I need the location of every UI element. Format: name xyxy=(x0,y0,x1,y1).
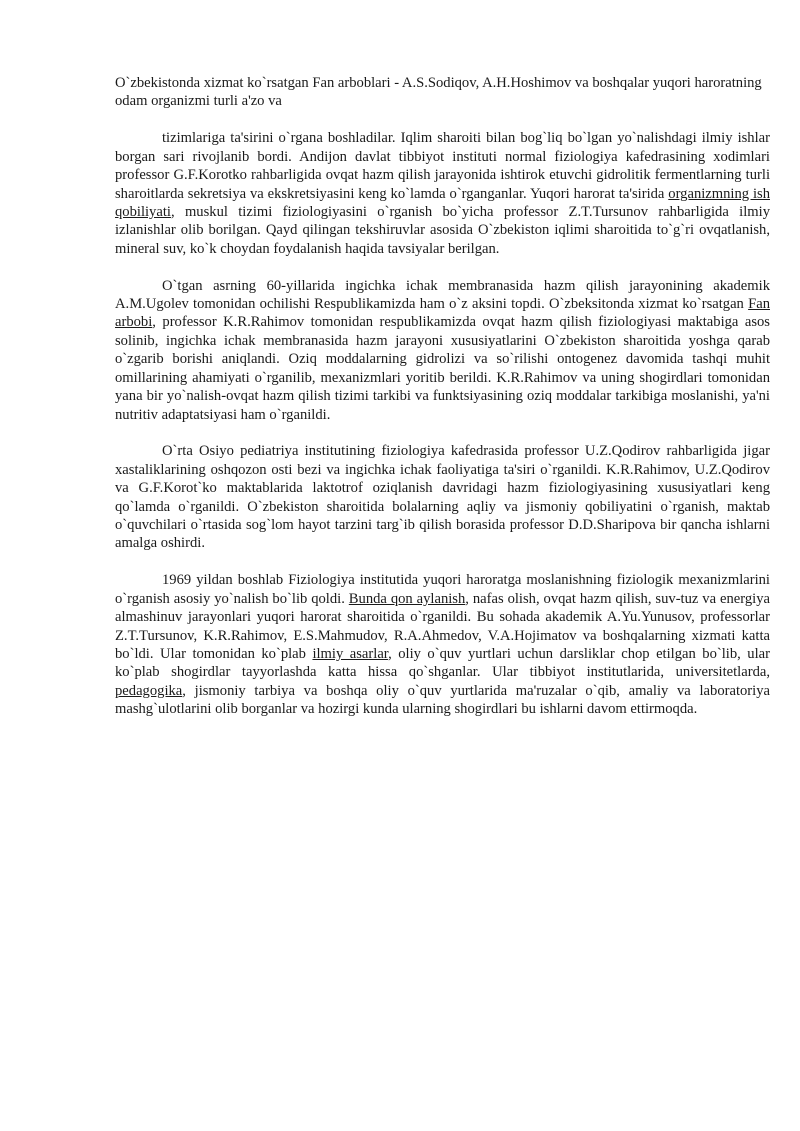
paragraph-membrane-digestion xyxy=(115,277,770,424)
text-segment: , oliy o`quv yurtlari uchun darsliklar chop etilgan bo`lib, ular ko`plab shogirdlar tayyorlashda katta hissa qo`shganlar. Ular tibbiyot institutlarida, universitetlarda, xyxy=(115,645,770,681)
paragraph-pediatrics xyxy=(115,442,770,552)
paragraph-intro xyxy=(115,74,770,111)
text-segment: , muskul tizimi fiziologiyasini o`rganish bo`yicha professor Z.T.Tursunov rahbarligida ilmiy izlanishlar olib borilgan. Qayd qilingan tekshiruvlar asosida O`zbekiston iqlimi sharoitida to`g`ri ovqatlanish, mineral suv, ko`k choydan foydalanish haqida tavsiyalar berilgan. xyxy=(115,203,770,257)
link-pedagogika[interactable]: pedagogika xyxy=(115,682,183,699)
text-segment: O`rta Osiyo pediatriya institutining fiziologiya kafedrasida professor U.Z.Qodirov rahbarligida jigar xastaliklarining oshqozon osti bezi va ingichka ichak faoliyatiga ta'siri o`rganildi. K.R.Rahimov, U.Z.Qodirov va G.F.Korot`ko maktablarida laktotrof oziqlanish davridagi hazm fiziologiyasining xususiyatlari keng qo`lamda o`rganildi. O`zbekiston sharoitida bolalarning aqliy va jismoniy qobiliyatini o`rganish, maktab o`quvchilari o`rtasida sog`lom hayot tarzini targ`ib qilish borasida professor D.D.Sharipova bir qancha ishlarni amalga oshirdi. xyxy=(115,443,770,552)
text-segment: O`tgan asrning 60-yillarida ingichka ichak membranasida hazm qilish jarayonining akademik A.M.Ugolev tomonidan ochilishi Respublikamizda ham o`z aksini topdi. O`zbeksitonda xizmat ko`rsatgan xyxy=(115,277,770,313)
paragraph-climate-research xyxy=(115,129,770,258)
link-fan-arbobi[interactable]: Fan arbobi xyxy=(115,296,770,331)
text-segment: O`zbekistonda xizmat ko`rsatgan Fan arboblari - A.S.Sodiqov, A.H.Hoshimov va boshqalar yuqori haroratning odam organizmi turli a'zo va xyxy=(115,75,762,110)
paragraph-physiology-institute xyxy=(115,571,770,718)
text-segment: 1969 yildan boshlab Fiziologiya institutida yuqori haroratga moslanishning fiziologik mexanizmlarini o`rganish asosiy yo`nalish bo`lib qoldi. xyxy=(115,572,770,607)
link-ilmiy-asarlar[interactable]: ilmiy asarlar xyxy=(312,645,389,662)
text-segment: , nafas olish, ovqat hazm qilish, suv-tuz va energiya almashinuv jarayonlari yuqori harorat sharoitida o`rganildi. Bu sohada akademik A.Yu.Yunusov, professorlar Z.T.Tursunov, K.R.Rahimov, E.S.Mahmudov, R.A.Ahmedov, V.A.Hojimatov va boshqalarning xizmati katta bo`ldi. Ular tomonidan ko`plab xyxy=(115,590,770,662)
text-segment: , professor K.R.Rahimov tomonidan respublikamizda ovqat hazm qilish fiziologiyasi maktabiga asos solinib, ingichka ichak membranasida hazm jarayoni xususiyatlarini O`zbekiston sharoitida yoshga qarab o`zgarib borishi aniqlandi. Oziq moddalarning gidrolizi va so`rilishi ontogenez davomida tashqi muhit omillarining ahamiyati o`rganilib, mexanizmlari yoritib berildi. K.R.Rahimov va uning shogirdlari tomonidan yana bir yo`nalish-ovqat hazm qilish tizimi tarkibi va funktsiyasining oziq moddalar tarkibiga moslanishi, ya'ni nutritiv adaptatsiyasi ham o`rganildi. xyxy=(115,314,770,423)
link-bunda-qon-aylanish[interactable]: Bunda qon aylanish xyxy=(348,590,466,607)
text-segment: tizimlariga ta'sirini o`rgana boshladilar. Iqlim sharoiti bilan bog`liq bo`lgan yo`nalishdagi ilmiy ishlar borgan sari rivojlanib bordi. Andijon davlat tibbiyot instituti normal fiziologiya kafedrasining xodimlari professor G.F.Korotko rahbarligida ovqat hazm qilish jarayonida ishtirok etuvchi gidrolitik fermentlarning turli sharoitlarda sekretsiya va ekskretsiyasini keng ko`lamda o`rganganlar. Yuqori harorat ta'sirida xyxy=(115,130,770,202)
link-organizmning-ish-qobiliyati[interactable]: organizmning ish qobiliyati xyxy=(115,185,770,220)
document-page xyxy=(115,74,770,737)
text-segment: , jismoniy tarbiya va boshqa oliy o`quv yurtlarida ma'ruzalar o`qib, amaliy va laboratoriya mashg`ulotlarini olib borganlar va hozirgi kunda ularning shogirdlari bu ishlarni davom ettirmoqda. xyxy=(115,682,770,718)
